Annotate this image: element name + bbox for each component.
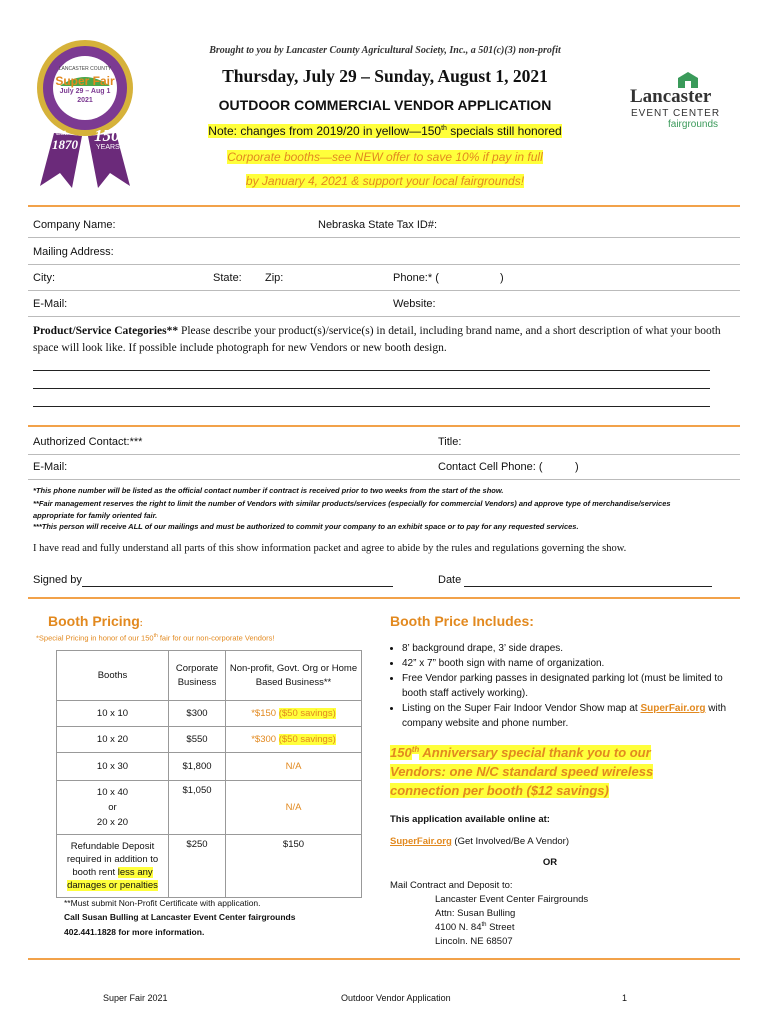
corporate-offer-text2: by January 4, 2021 & support your local fairgrounds!	[245, 174, 525, 188]
address-line-3	[435, 922, 515, 933]
title-label: Title:	[438, 436, 462, 448]
booth-size: 10 x 10	[57, 701, 169, 727]
brought-by-line: Brought to you by Lancaster County Agricultural Society, Inc., a 501(c)(3) non-profit	[209, 45, 561, 56]
table-header-row	[57, 651, 362, 701]
corporate-offer-text1: Corporate booths—see NEW offer to save 10% if pay in full	[227, 150, 543, 164]
badge-est-year: 1870	[52, 137, 78, 152]
deposit-label-highlight: less any damages or penalties	[67, 867, 158, 891]
city-label: City:	[33, 272, 55, 284]
lancaster-logo	[628, 72, 728, 132]
superfair-link-2[interactable]: SuperFair.org	[390, 836, 452, 847]
logo-sub: EVENT CENTER	[631, 108, 721, 119]
corporate-price: $1,800	[169, 753, 226, 781]
booth-size-or: or	[108, 802, 117, 813]
email-field[interactable]	[28, 316, 740, 317]
signature-field[interactable]	[82, 586, 393, 587]
address-line-1: Lancaster Event Center Fairgrounds	[435, 894, 589, 905]
anniversary-pre: 150	[390, 745, 412, 761]
badge-est: Est.	[56, 130, 69, 137]
np-savings: ($50 savings)	[278, 734, 336, 745]
nonprofit-price	[226, 701, 362, 727]
mailing-address-field[interactable]	[28, 264, 740, 265]
description-line-1[interactable]	[33, 370, 710, 371]
rosette-icon	[30, 38, 140, 188]
product-categories-text	[33, 323, 733, 357]
divider-mid	[28, 425, 740, 427]
footnote-1: *This phone number will be listed as the official contact number if contract is received prior to two weeks from the start of the show.	[33, 486, 504, 495]
footnote-3: ***This person will receive ALL of our mailings and must be authorized to commit your company to an exhibit space or to pay for any requested services.	[33, 522, 579, 531]
listing-text: Listing on the Super Fair Indoor Vendor Show map at	[402, 703, 641, 714]
anniversary-special	[390, 740, 680, 800]
company-name-label: Company Name:	[33, 219, 116, 231]
table-row	[57, 781, 362, 835]
booth-size-2: 20 x 20	[96, 817, 129, 828]
booth-size	[57, 781, 169, 835]
pricing-heading-text: Booth Pricing	[48, 613, 140, 629]
list-item: • 42” x 7” booth sign with name of organization.	[402, 656, 742, 671]
email2-field[interactable]	[28, 479, 740, 480]
badge-brand: Super Fair	[55, 74, 115, 88]
nonprofit-price: N/A	[226, 753, 362, 781]
city-field[interactable]	[28, 290, 740, 291]
event-dates: Thursday, July 29 – Sunday, August 1, 2021	[222, 66, 548, 86]
corporate-offer-line2	[150, 174, 620, 188]
footer-center: Outdoor Vendor Application	[341, 993, 451, 1003]
badge-dates: July 29 – Aug 1	[59, 88, 111, 95]
available-online: This application available online at:	[390, 814, 550, 825]
booth-pricing-heading	[48, 613, 143, 629]
special-post: fair for our non-corporate Vendors!	[157, 633, 275, 643]
categories-bold: Product/Service Categories**	[33, 325, 179, 337]
list-item	[402, 701, 742, 731]
date-field[interactable]	[464, 586, 712, 587]
page-title: OUTDOOR COMMERCIAL VENDOR APPLICATION	[218, 97, 552, 113]
call-note: Call Susan Bulling at Lancaster Event Center fairgrounds	[64, 912, 296, 922]
note-post: specials still honored	[446, 124, 562, 138]
cell-phone-label: Contact Cell Phone: (	[438, 461, 543, 473]
special-pre: *Special Pricing in honor of our 150	[36, 633, 154, 643]
phone-note: 402.441.1828 for more information.	[64, 927, 205, 937]
agreement-text: I have read and fully understand all parts of this show information packet and agree to abide by the rules and regulations governing the show.	[33, 543, 627, 554]
tax-id-label: Nebraska State Tax ID#:	[318, 219, 438, 231]
note-sup: th	[441, 125, 447, 132]
email2-label: E-Mail:	[33, 461, 68, 473]
cell-phone-close: )	[575, 461, 579, 473]
badge-anniversary-word: YEARS	[96, 144, 120, 151]
logo-name: Lancaster	[630, 86, 712, 107]
list-item: • Free Vendor parking passes in designated parking lot (must be limited to booth staff actively working).	[402, 671, 742, 701]
footnote-2: **Fair management reserves the right to limit the number of Vendors with similar products/services (especially for commercial Vendors) and approve type of merchandise/services appropriate for family oriented fair.	[33, 499, 671, 520]
special-sup: th	[153, 633, 158, 639]
description-line-2[interactable]	[33, 388, 710, 389]
website-label: Website:	[393, 298, 436, 310]
pricing-heading-colon: :	[139, 618, 143, 628]
pricing-table	[56, 650, 362, 898]
deposit-corporate: $250	[169, 835, 226, 898]
booth-size: 10 x 30	[57, 753, 169, 781]
nonprofit-cert-note: **Must submit Non-Profit Certificate with application.	[64, 898, 261, 908]
description-line-3[interactable]	[33, 406, 710, 407]
mail-contract: Mail Contract and Deposit to:	[390, 880, 513, 891]
state-label: State:	[213, 272, 242, 284]
table-row	[57, 753, 362, 781]
online-link-line	[390, 836, 569, 847]
corporate-price: $300	[169, 701, 226, 727]
anniversary-text: Anniversary special thank you to our Vendors: one N/C standard speed wireless connection per booth ($12 savings)	[390, 745, 654, 799]
deposit-label	[57, 835, 169, 898]
anniversary-sup: th	[411, 745, 420, 754]
note-pre: Note: changes from 2019/20 in yellow—150	[208, 124, 442, 138]
page-number: 1	[622, 993, 628, 1003]
address-line-2: Attn: Susan Bulling	[435, 908, 516, 919]
booth-size-1: 10 x 40	[96, 787, 129, 798]
super-fair-badge	[30, 38, 140, 188]
corporate-price: $550	[169, 727, 226, 753]
special-pricing-note	[36, 633, 274, 643]
nonprofit-price: N/A	[226, 781, 362, 835]
badge-anniversary-number: 150	[94, 126, 120, 145]
divider-top	[28, 205, 740, 207]
np-price: *$300	[251, 734, 277, 745]
authorized-contact-label: Authorized Contact:***	[33, 436, 143, 448]
zip-label: Zip:	[265, 272, 284, 284]
superfair-link[interactable]: SuperFair.org	[640, 703, 706, 714]
badge-year: 2021	[77, 97, 93, 104]
mailing-address-label: Mailing Address:	[33, 246, 114, 258]
logo-sub2: fairgrounds	[668, 119, 719, 130]
divider-pricing	[28, 597, 740, 599]
addr3-pre: 4100 N. 84	[435, 922, 482, 934]
company-name-field[interactable]	[28, 237, 740, 238]
phone-label: Phone:* (	[393, 272, 439, 284]
date-label: Date	[438, 574, 462, 586]
np-savings: ($50 savings)	[278, 708, 336, 719]
deposit-row	[57, 835, 362, 898]
header-corporate: Corporate Business	[169, 651, 226, 701]
list-item: • 8’ background drape, 3’ side drapes.	[402, 641, 742, 656]
deposit-label-text: Refundable Deposit required in addition to booth rent	[66, 841, 159, 878]
or-text: OR	[542, 857, 558, 868]
booth-size: 10 x 20	[57, 727, 169, 753]
addr3-post: Street	[486, 922, 515, 934]
header-nonprofit: Non-profit, Govt. Org or Home Based Business**	[226, 651, 362, 701]
categories-desc: Please describe your product(s)/service(s) in detail, including brand name, and a short description of what your booth space will look like. If possible include photograph for new Vendors or new booth design.	[33, 325, 721, 354]
signed-by-label: Signed by	[33, 574, 82, 586]
includes-list	[390, 641, 742, 731]
header-booths: Booths	[57, 651, 169, 701]
phone-close: )	[500, 272, 504, 284]
corporate-offer-line1	[150, 150, 620, 164]
email-label: E-Mail:	[33, 298, 68, 310]
online-link-post: (Get Involved/Be A Vendor)	[451, 836, 570, 847]
divider-bottom	[28, 958, 740, 960]
table-row	[57, 701, 362, 727]
booth-includes-heading: Booth Price Includes:	[390, 613, 534, 629]
badge-top-text: LANCASTER COUNTY	[58, 66, 112, 72]
listing-post: with company website and phone number.	[402, 703, 727, 729]
addr3-sup: th	[481, 922, 487, 928]
np-price: *$150	[251, 708, 277, 719]
corporate-price: $1,050	[169, 781, 226, 835]
changes-note	[150, 124, 620, 138]
deposit-nonprofit: $150	[226, 835, 362, 898]
address-line-4: Lincoln. NE 68507	[435, 936, 513, 947]
authorized-contact-field[interactable]	[28, 454, 740, 455]
footer-left: Super Fair 2021	[103, 993, 168, 1003]
nonprofit-price	[226, 727, 362, 753]
table-row	[57, 727, 362, 753]
